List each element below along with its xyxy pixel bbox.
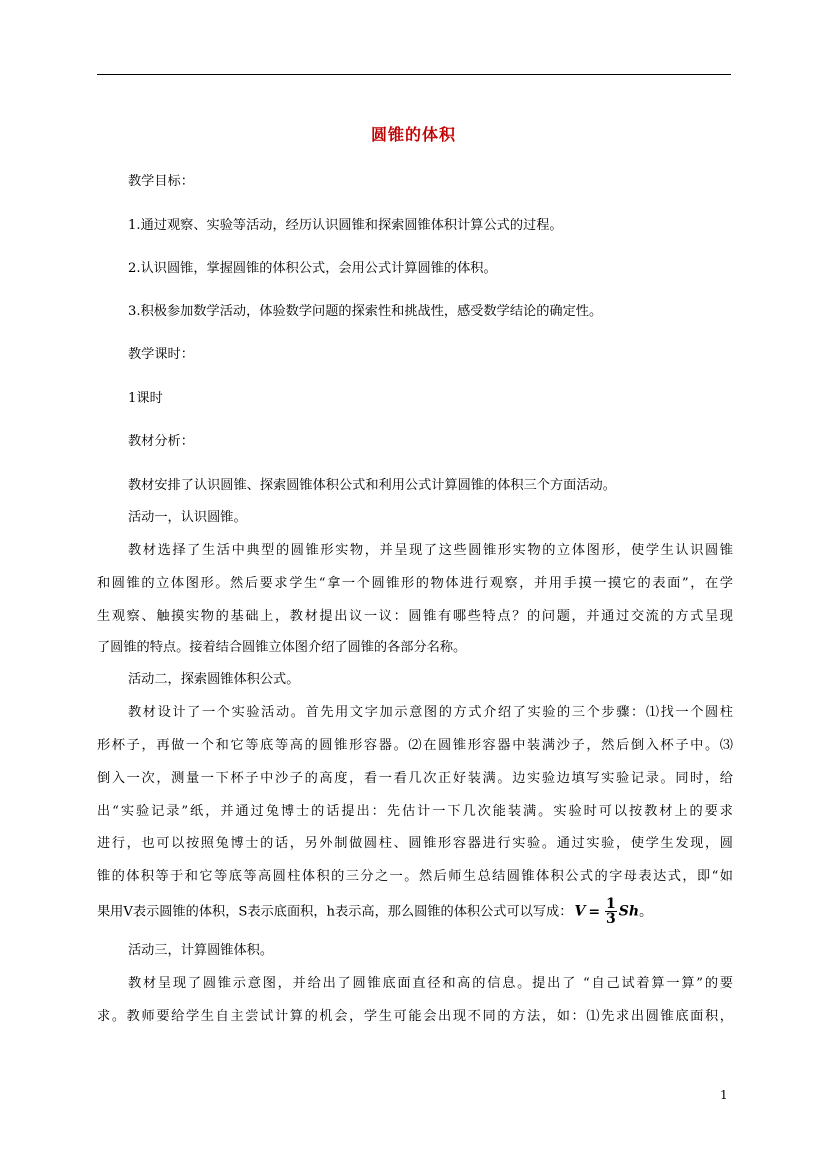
activity1-line: 和圆锥的立体图形。然后要求学生“拿一个圆锥形的物体进行观察，并用手摸一摸它的表面”，在学: [97, 576, 733, 591]
activity2-line: 锥的体积等于和它等底等高圆柱体积的三分之一。然后师生总结圆锥体积公式的字母表达式，即“如: [97, 869, 733, 884]
objective-item: 2.认识圆锥，掌握圆锥的体积公式，会用公式计算圆锥的体积。: [128, 261, 497, 276]
hours-value: 1课时: [128, 391, 163, 406]
page-number: 1: [720, 1088, 728, 1102]
activity1-line: 教材选择了生活中典型的圆锥形实物，并呈现了这些圆锥形实物的立体图形，使学生认识圆锥: [128, 543, 733, 558]
activity1-line: 了圆锥的特点。接着结合圆锥立体图介绍了圆锥的各部分名称。: [97, 640, 467, 655]
activity2-line: 形杯子，再做一个和它等底等高的圆锥形容器。⑵在圆锥形容器中装满沙子，然后倒入杯子中。⑶: [97, 738, 733, 753]
activity2-line: 教材设计了一个实验活动。首先用文字加示意图的方式介绍了实验的三个步骤：⑴找一个圆柱: [128, 705, 733, 720]
formula-lhs: V: [574, 903, 586, 920]
formula-equals: =: [588, 903, 601, 920]
header-rule: [97, 74, 731, 75]
formula-denominator: 3: [606, 911, 616, 927]
objective-item: 3.积极参加数学活动，体验数学问题的探索性和挑战性，感受数学结论的确定性。: [128, 304, 603, 319]
formula-numerator: 1: [606, 896, 616, 912]
document-title: 圆锥的体积: [370, 125, 456, 144]
activity3-line: 求。教师要给学生自主尝试计算的机会，学生可能会出现不同的方法，如：⑴先求出圆锥底面积，: [97, 1009, 733, 1024]
formula-fraction: [605, 897, 617, 926]
formula-lead-text: 果用V表示圆锥的体积，S表示底面积，h表示高，那么圆锥的体积公式可以写成：: [97, 904, 573, 920]
objective-item: 1.通过观察、实验等活动，经历认识圆锥和探索圆锥体积计算公式的过程。: [128, 218, 563, 233]
activity2-line: 出“实验记录”纸，并通过兔博士的话提出：先估计一下几次能装满。实验时可以按教材上的要求: [97, 804, 733, 819]
activity1-line: 生观察、触摸实物的基础上，教材提出议一议：圆锥有哪些特点？的问题，并通过交流的方式呈现: [97, 609, 733, 624]
activity2-line: 进行，也可以按照兔博士的话，另外制做圆柱、圆锥形容器进行实验。通过实验，使学生发现，圆: [97, 836, 733, 851]
formula-rhs: Sh: [618, 903, 640, 920]
cone-volume-formula: [574, 897, 639, 927]
formula-end: 。: [639, 904, 653, 920]
activity3-line: 教材呈现了圆锥示意图，并给出了圆锥底面直径和高的信息。提出了 “自己试着算一算”的要: [128, 976, 733, 991]
objectives-heading: 教学目标：: [128, 174, 194, 189]
activity2-formula-line: [97, 897, 733, 927]
analysis-intro: 教材安排了认识圆锥、探索圆锥体积公式和利用公式计算圆锥的体积三个方面活动。: [128, 478, 616, 493]
analysis-heading: 教材分析：: [128, 434, 194, 449]
activity2-title: 活动二，探索圆锥体积公式。: [128, 672, 300, 687]
activity3-title: 活动三，计算圆锥体积。: [128, 943, 274, 958]
activity2-line: 倒入一次，测量一下杯子中沙子的高度，看一看几次正好装满。边实验边填写实验记录。同时，给: [97, 771, 733, 786]
hours-heading: 教学课时：: [128, 347, 194, 362]
activity1-title: 活动一，认识圆锥。: [128, 510, 247, 525]
